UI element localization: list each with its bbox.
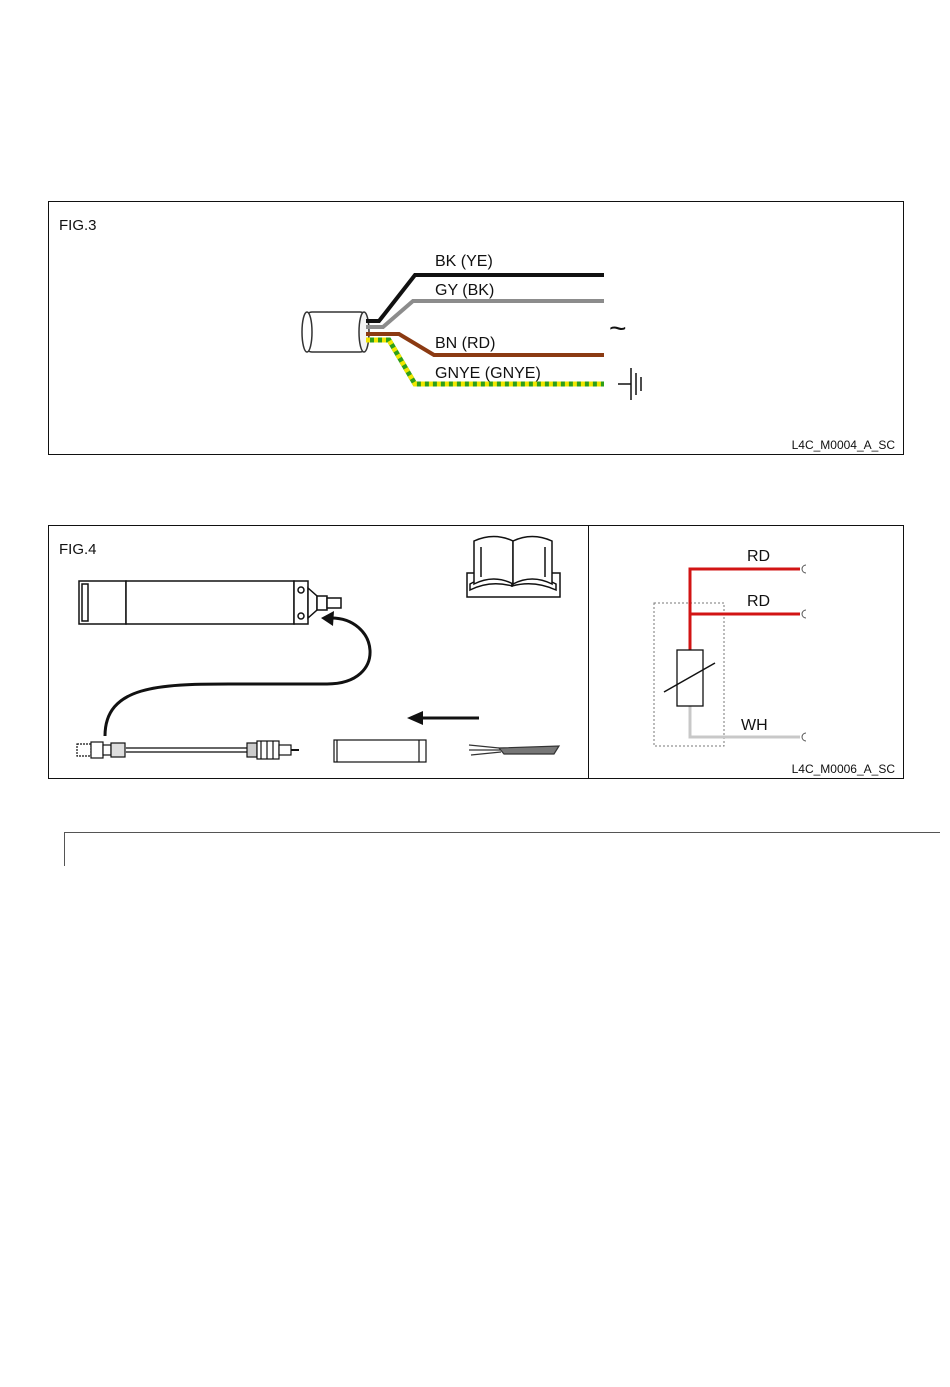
fig4-title: FIG.4 (59, 541, 97, 558)
manual-book-icon (467, 537, 560, 598)
fig3-code: L4C_M0004_A_SC (791, 438, 895, 452)
fig4-code: L4C_M0006_A_SC (791, 762, 895, 776)
terminal-icon (802, 610, 806, 618)
ground-icon (618, 368, 641, 400)
connection-cable (105, 618, 370, 736)
circuit-label-rd-1: RD (747, 548, 771, 565)
terminal-icon (802, 565, 806, 573)
connector-cable-icon (77, 741, 299, 759)
wire-label-bn: BN (RD) (435, 335, 496, 352)
fig3-wiring-diagram (49, 202, 905, 456)
stripped-cable-icon (469, 745, 559, 755)
wire-gy (366, 301, 604, 327)
wire-label-gy: GY (BK) (435, 282, 495, 299)
arrowhead-icon (321, 611, 334, 626)
tubular-motor-icon (79, 581, 341, 624)
fig3-title: FIG.3 (59, 217, 97, 234)
cable-end-icon (302, 312, 369, 352)
circuit-diagram (654, 548, 806, 746)
fig4-panel (48, 525, 904, 779)
fig4-diagram (49, 526, 905, 780)
terminal-icon (802, 733, 806, 741)
ac-symbol: ~ (609, 312, 627, 345)
left-arrow-icon (407, 711, 479, 725)
wire-label-gnye: GNYE (GNYE) (435, 365, 541, 382)
wire-label-bk: BK (YE) (435, 253, 493, 270)
plug-body-icon (334, 740, 426, 762)
fig3-panel (48, 201, 904, 455)
circuit-wire-rd-1 (690, 569, 800, 650)
circuit-label-rd-2: RD (747, 593, 771, 610)
circuit-label-wh: WH (741, 717, 768, 734)
bottom-frame (64, 832, 940, 866)
